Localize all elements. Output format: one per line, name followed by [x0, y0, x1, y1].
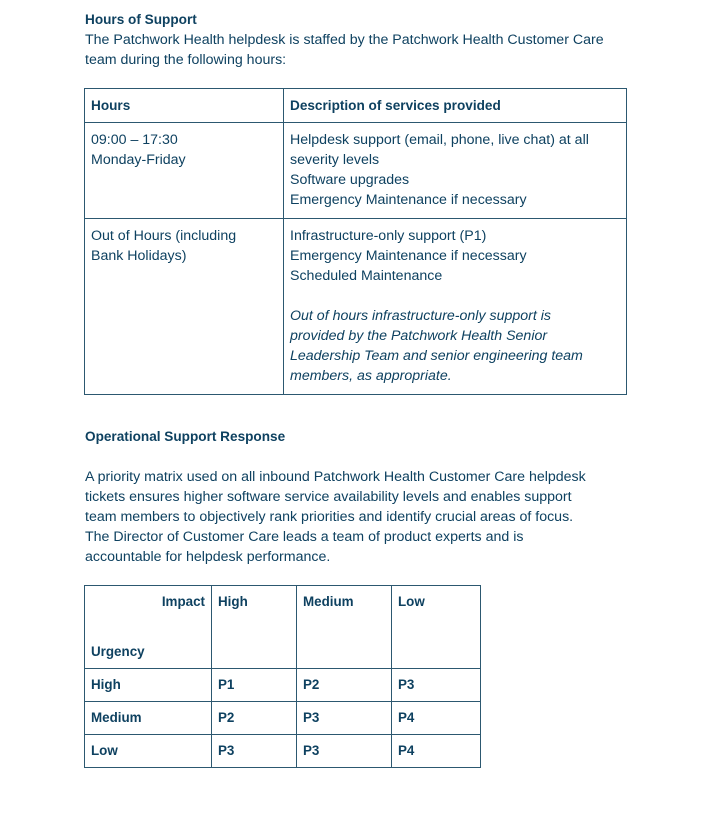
- ops-paragraph-line: accountable for helpdesk performance.: [85, 549, 331, 565]
- table-row: [85, 669, 481, 702]
- priority-cell: P2: [297, 669, 392, 702]
- priority-cell: P3: [392, 669, 481, 702]
- description-line: Software upgrades: [290, 172, 410, 188]
- description-cell: [284, 123, 627, 219]
- description-line: Emergency Maintenance if necessary: [290, 248, 527, 264]
- hours-text: Bank Holidays): [91, 248, 187, 264]
- priority-cell: P1: [212, 669, 297, 702]
- hours-cell: [85, 123, 284, 219]
- urgency-medium-label: Medium: [85, 702, 212, 735]
- header-description: Description of services provided: [284, 89, 627, 123]
- impact-high-header: High: [212, 586, 297, 669]
- spacer: [290, 286, 620, 306]
- ops-heading: Operational Support Response: [85, 429, 286, 444]
- hours-cell: [85, 219, 284, 395]
- matrix-corner-cell: [85, 586, 212, 669]
- note-line: Out of hours infrastructure-only support is: [290, 308, 552, 324]
- priority-cell: P4: [392, 702, 481, 735]
- priority-cell: P3: [212, 735, 297, 768]
- description-line: Scheduled Maintenance: [290, 268, 443, 284]
- hours-table-header: [85, 89, 627, 123]
- ops-section: [85, 427, 645, 567]
- description-cell: [284, 219, 627, 395]
- impact-low-header: Low: [392, 586, 481, 669]
- note-line: members, as appropriate.: [290, 368, 452, 384]
- hours-table: [84, 88, 627, 395]
- priority-cell: P3: [297, 735, 392, 768]
- hours-intro-line-1: The Patchwork Health helpdesk is staffed by the Patchwork Health Customer Care: [85, 32, 604, 48]
- hours-of-support-heading: Hours of Support: [85, 12, 197, 27]
- table-row: [85, 702, 481, 735]
- spacer: [85, 447, 645, 467]
- document-page: [85, 10, 630, 70]
- priority-cell: P4: [392, 735, 481, 768]
- description-line: severity levels: [290, 152, 380, 168]
- impact-label: Impact: [161, 594, 205, 609]
- description-line: Infrastructure-only support (P1): [290, 228, 487, 244]
- note-line: provided by the Patchwork Health Senior: [290, 328, 548, 344]
- urgency-label: Urgency: [91, 644, 145, 659]
- priority-matrix: [84, 585, 481, 768]
- matrix-header-row: [85, 586, 481, 669]
- days-text: Monday-Friday: [91, 152, 186, 168]
- priority-cell: P3: [297, 702, 392, 735]
- table-row: [85, 219, 627, 395]
- table-row: [85, 735, 481, 768]
- description-line: Helpdesk support (email, phone, live chat) at all: [290, 132, 589, 148]
- description-line: Emergency Maintenance if necessary: [290, 192, 527, 208]
- ops-paragraph-line: The Director of Customer Care leads a team of product experts and is: [85, 529, 524, 545]
- ops-paragraph-line: tickets ensures higher software service availability levels and enables support: [85, 489, 572, 505]
- ops-paragraph-line: team members to objectively rank priorities and identify crucial areas of focus.: [85, 509, 574, 525]
- table-row: [85, 123, 627, 219]
- hours-text: Out of Hours (including: [91, 228, 237, 244]
- note-line: Leadership Team and senior engineering team: [290, 348, 583, 364]
- impact-medium-header: Medium: [297, 586, 392, 669]
- urgency-low-label: Low: [85, 735, 212, 768]
- header-hours: Hours: [85, 89, 284, 123]
- urgency-high-label: High: [85, 669, 212, 702]
- ops-paragraph-line: A priority matrix used on all inbound Patchwork Health Customer Care helpdesk: [85, 469, 586, 485]
- hours-intro-line-2: team during the following hours:: [85, 52, 287, 68]
- priority-cell: P2: [212, 702, 297, 735]
- hours-text: 09:00 – 17:30: [91, 132, 178, 148]
